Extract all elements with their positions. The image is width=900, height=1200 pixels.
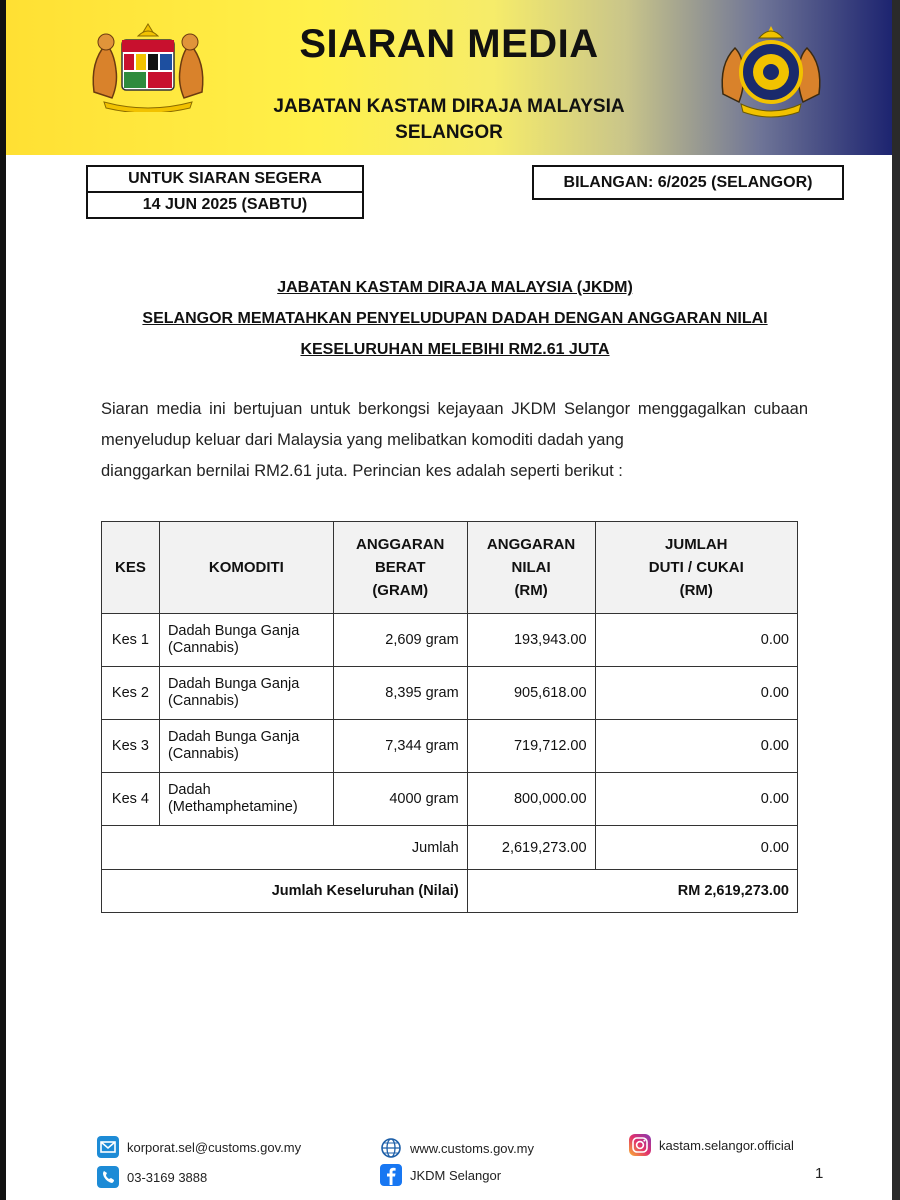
website-text: www.customs.gov.my xyxy=(410,1140,535,1156)
page-title: SIARAN MEDIA xyxy=(299,22,599,66)
page-number: 1 xyxy=(815,1165,824,1182)
phone-icon xyxy=(97,1166,119,1188)
cell-kes: Kes 1 xyxy=(102,614,160,667)
header-kes: KES xyxy=(102,522,160,614)
table-row xyxy=(102,667,798,720)
table-row xyxy=(102,720,798,773)
cell-berat: 2,609 gram xyxy=(333,614,467,667)
facebook-icon xyxy=(380,1164,402,1186)
grand-total-label: Jumlah Keseluruhan (Nilai) xyxy=(102,870,468,913)
table-header-row xyxy=(102,522,798,614)
cell-kes: Kes 2 xyxy=(102,667,160,720)
cell-komoditi: Dadah (Methamphetamine) xyxy=(159,773,333,826)
footer-instagram[interactable] xyxy=(629,1134,794,1156)
page-edge-left xyxy=(0,0,6,1200)
cell-kes: Kes 4 xyxy=(102,773,160,826)
header-banner xyxy=(6,0,892,155)
cell-komoditi: Dadah Bunga Ganja (Cannabis) xyxy=(159,614,333,667)
email-icon xyxy=(97,1136,119,1158)
number-box: BILANGAN: 6/2025 (SELANGOR) xyxy=(532,165,844,200)
footer-facebook[interactable] xyxy=(380,1164,501,1186)
intro-paragraph-main: Siaran media ini bertujuan untuk berkongsi kejayaan JKDM Selangor menggagalkan cubaan menyeludup keluar dari Malaysia yang melibatkan komoditi dadah yang xyxy=(101,400,808,449)
cell-berat: 7,344 gram xyxy=(333,720,467,773)
globe-icon xyxy=(380,1137,402,1159)
instagram-text: kastam.selangor.official xyxy=(659,1137,794,1153)
cell-komoditi: Dadah Bunga Ganja (Cannabis) xyxy=(159,667,333,720)
phone-text: 03-3169 3888 xyxy=(127,1169,208,1185)
footer-website[interactable] xyxy=(380,1137,534,1159)
headline xyxy=(80,272,830,365)
subtotal-label: Jumlah xyxy=(102,826,468,870)
subtotal-row xyxy=(102,826,798,870)
cell-kes: Kes 3 xyxy=(102,720,160,773)
table-row xyxy=(102,614,798,667)
footer-email[interactable] xyxy=(97,1136,301,1158)
cell-duti: 0.00 xyxy=(595,667,797,720)
department-line: JABATAN KASTAM DIRAJA MALAYSIA xyxy=(273,96,625,117)
release-label: UNTUK SIARAN SEGERA xyxy=(128,170,322,187)
subtotal-duti: 0.00 xyxy=(595,826,797,870)
subtotal-nilai: 2,619,273.00 xyxy=(467,826,595,870)
email-text: korporat.sel@customs.gov.my xyxy=(127,1139,302,1155)
intro-paragraph xyxy=(101,394,808,487)
cell-nilai: 905,618.00 xyxy=(467,667,595,720)
header-komoditi: KOMODITI xyxy=(159,522,333,614)
customs-crest-icon xyxy=(711,22,831,122)
release-date: 14 JUN 2025 (SABTU) xyxy=(88,191,362,217)
cell-nilai: 719,712.00 xyxy=(467,720,595,773)
header-duti: JUMLAH DUTI / CUKAI (RM) xyxy=(595,522,797,614)
page-edge-right xyxy=(892,0,900,1200)
cell-nilai: 193,943.00 xyxy=(467,614,595,667)
intro-paragraph-last: dianggarkan bernilai RM2.61 juta. Perincian kes adalah seperti berikut : xyxy=(101,462,623,480)
cases-table xyxy=(101,521,798,913)
footer-phone[interactable] xyxy=(97,1166,207,1188)
cell-duti: 0.00 xyxy=(595,614,797,667)
cell-duti: 0.00 xyxy=(595,720,797,773)
header-nilai: ANGGARAN NILAI (RM) xyxy=(467,522,595,614)
headline-line-1: JABATAN KASTAM DIRAJA MALAYSIA (JKDM) xyxy=(277,279,633,296)
cell-duti: 0.00 xyxy=(595,773,797,826)
grand-total-row xyxy=(102,870,798,913)
cell-berat: 8,395 gram xyxy=(333,667,467,720)
release-box xyxy=(86,165,364,219)
header-berat: ANGGARAN BERAT (GRAM) xyxy=(333,522,467,614)
table-row xyxy=(102,773,798,826)
grand-total-value: RM 2,619,273.00 xyxy=(467,870,797,913)
cell-komoditi: Dadah Bunga Ganja (Cannabis) xyxy=(159,720,333,773)
facebook-text: JKDM Selangor xyxy=(410,1167,502,1183)
headline-line-2: SELANGOR MEMATAHKAN PENYELUDUPAN DADAH DENGAN ANGGARAN NILAI xyxy=(142,310,768,327)
cell-nilai: 800,000.00 xyxy=(467,773,595,826)
state-line: SELANGOR xyxy=(395,122,503,143)
cell-berat: 4000 gram xyxy=(333,773,467,826)
instagram-icon xyxy=(629,1134,651,1156)
headline-line-3: KESELURUHAN MELEBIHI RM2.61 JUTA xyxy=(300,341,610,358)
